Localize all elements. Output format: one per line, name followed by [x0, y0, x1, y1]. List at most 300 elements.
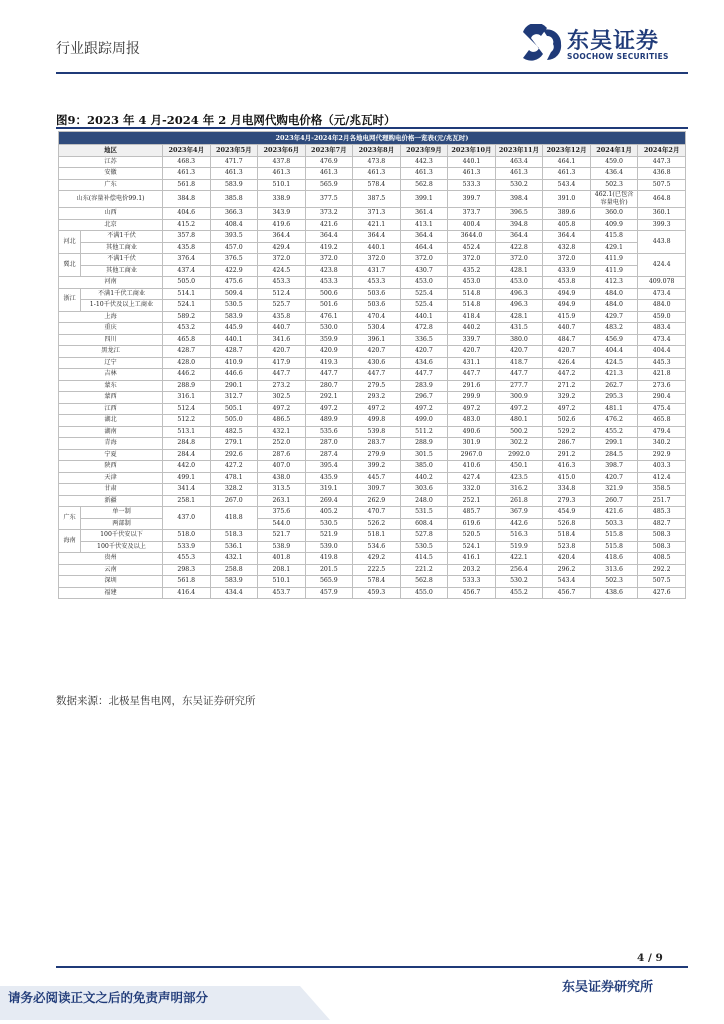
value-cell: 544.0	[258, 518, 306, 530]
value-cell: 543.4	[543, 576, 591, 588]
value-cell: 562.8	[400, 576, 448, 588]
figure-title: 图9：2023 年 4 月-2024 年 2 月电网代购电价格（元/兆瓦时）	[56, 113, 396, 127]
value-cell: 420.7	[543, 346, 591, 358]
value-cell: 512.4	[258, 288, 306, 300]
value-cell: 393.5	[210, 231, 258, 243]
value-cell: 440.1	[353, 242, 401, 254]
value-cell: 422.8	[495, 242, 543, 254]
value-cell: 418.4	[448, 311, 496, 323]
value-cell: 372.0	[400, 254, 448, 266]
value-cell: 526.2	[353, 518, 401, 530]
value-cell: 512.4	[163, 403, 211, 415]
value-cell: 284.8	[163, 438, 211, 450]
row-label: 四川	[59, 334, 163, 346]
value-cell: 403.3	[638, 461, 686, 473]
value-cell: 435.9	[305, 472, 353, 484]
value-cell: 435.8	[163, 242, 211, 254]
value-cell: 465.8	[638, 415, 686, 427]
value-cell: 443.8	[638, 231, 686, 254]
price-table-container	[58, 131, 686, 599]
row-label: 蒙西	[59, 392, 163, 404]
value-cell: 432.8	[543, 242, 591, 254]
value-cell: 313.6	[590, 564, 638, 576]
value-cell: 461.3	[210, 168, 258, 180]
value-cell: 376.5	[210, 254, 258, 266]
value-cell: 505.1	[210, 403, 258, 415]
value-cell: 395.4	[305, 461, 353, 473]
value-cell: 497.2	[353, 403, 401, 415]
value-cell: 262.9	[353, 495, 401, 507]
value-cell: 472.8	[400, 323, 448, 335]
value-cell: 407.0	[258, 461, 306, 473]
header-rule	[56, 72, 688, 74]
value-cell: 299.1	[590, 438, 638, 450]
value-cell: 447.7	[258, 369, 306, 381]
value-cell: 290.4	[638, 392, 686, 404]
value-cell: 453.7	[258, 587, 306, 599]
table-row	[59, 426, 686, 438]
column-header-month: 2023年7月	[305, 145, 353, 157]
value-cell: 284.5	[590, 449, 638, 461]
value-cell: 291.6	[448, 380, 496, 392]
value-cell: 419.6	[258, 219, 306, 231]
row-group-label: 海南	[59, 530, 81, 553]
value-cell: 447.7	[353, 369, 401, 381]
value-cell: 328.2	[210, 484, 258, 496]
table-row	[59, 484, 686, 496]
row-label: 其他工商业	[81, 242, 163, 254]
value-cell: 497.2	[495, 403, 543, 415]
value-cell: 480.1	[495, 415, 543, 427]
value-cell: 509.4	[210, 288, 258, 300]
value-cell: 500.2	[495, 426, 543, 438]
value-cell: 503.3	[590, 518, 638, 530]
table-row	[59, 288, 686, 300]
value-cell: 399.7	[448, 191, 496, 208]
value-cell: 526.8	[543, 518, 591, 530]
value-cell: 312.7	[210, 392, 258, 404]
value-cell: 432.1	[210, 553, 258, 565]
value-cell: 429.2	[353, 553, 401, 565]
column-header-month: 2023年4月	[163, 145, 211, 157]
table-row	[59, 357, 686, 369]
value-cell: 461.3	[448, 168, 496, 180]
value-cell: 473.4	[638, 334, 686, 346]
value-cell: 262.7	[590, 380, 638, 392]
value-cell: 288.9	[400, 438, 448, 450]
value-cell: 536.1	[210, 541, 258, 553]
value-cell: 296.2	[543, 564, 591, 576]
value-cell: 578.4	[353, 179, 401, 191]
value-cell: 437.0	[163, 507, 211, 530]
value-cell: 267.0	[210, 495, 258, 507]
value-cell: 531.5	[400, 507, 448, 519]
value-cell: 341.4	[163, 484, 211, 496]
brand-logo	[517, 22, 677, 66]
row-label: 两部制	[81, 518, 163, 530]
value-cell: 521.7	[258, 530, 306, 542]
logo-icon	[517, 24, 563, 64]
value-cell: 319.1	[305, 484, 353, 496]
report-type: 行业跟踪周报	[56, 41, 140, 57]
value-cell: 404.4	[638, 346, 686, 358]
value-cell: 421.1	[353, 219, 401, 231]
value-cell: 408.5	[638, 553, 686, 565]
value-cell: 482.5	[210, 426, 258, 438]
value-cell: 482.7	[638, 518, 686, 530]
value-cell: 514.1	[163, 288, 211, 300]
value-cell: 514.8	[448, 300, 496, 312]
value-cell: 372.0	[305, 254, 353, 266]
value-cell: 447.7	[495, 369, 543, 381]
value-cell: 321.9	[590, 484, 638, 496]
table-row	[59, 323, 686, 335]
value-cell: 385.0	[400, 461, 448, 473]
value-cell: 461.3	[353, 168, 401, 180]
value-cell: 295.3	[590, 392, 638, 404]
value-cell: 473.8	[353, 156, 401, 168]
value-cell: 415.0	[543, 472, 591, 484]
value-cell: 512.2	[163, 415, 211, 427]
value-cell: 260.7	[590, 495, 638, 507]
value-cell: 440.2	[400, 472, 448, 484]
value-cell: 409.9	[590, 219, 638, 231]
table-row	[59, 415, 686, 427]
value-cell: 292.6	[210, 449, 258, 461]
value-cell: 530.2	[495, 576, 543, 588]
value-cell: 481.1	[590, 403, 638, 415]
value-cell: 561.8	[163, 179, 211, 191]
value-cell: 496.3	[495, 300, 543, 312]
value-cell: 520.5	[448, 530, 496, 542]
value-cell: 453.0	[448, 277, 496, 289]
value-cell: 453.0	[495, 277, 543, 289]
value-cell: 367.9	[495, 507, 543, 519]
value-cell: 221.2	[400, 564, 448, 576]
value-cell: 437.8	[258, 156, 306, 168]
value-cell: 516.3	[495, 530, 543, 542]
value-cell: 462.1(已包含容量电价)	[590, 191, 638, 208]
value-cell: 464.4	[400, 242, 448, 254]
value-cell: 405.8	[543, 219, 591, 231]
value-cell: 273.6	[638, 380, 686, 392]
value-cell: 420.7	[353, 346, 401, 358]
value-cell: 418.7	[495, 357, 543, 369]
table-row	[59, 541, 686, 553]
value-cell: 440.1	[400, 311, 448, 323]
value-cell: 456.7	[543, 587, 591, 599]
value-cell: 453.0	[400, 277, 448, 289]
row-label: 山东(容量补偿电价99.1)	[59, 191, 163, 208]
footer-brand: 东吴证券研究所	[562, 980, 654, 995]
value-cell: 447.7	[448, 369, 496, 381]
row-label: 吉林	[59, 369, 163, 381]
data-source: 数据来源：北极星售电网，东吴证券研究所	[56, 695, 256, 707]
value-cell: 453.8	[543, 277, 591, 289]
value-cell: 445.7	[353, 472, 401, 484]
value-cell: 332.0	[448, 484, 496, 496]
value-cell: 389.6	[543, 208, 591, 220]
brand-name-en: SOOCHOW SECURITIES	[567, 52, 669, 61]
value-cell: 222.5	[353, 564, 401, 576]
table-row	[59, 495, 686, 507]
value-cell: 490.6	[448, 426, 496, 438]
value-cell: 293.2	[353, 392, 401, 404]
value-cell: 360.1	[638, 208, 686, 220]
brand-name: 东吴证券	[567, 29, 660, 54]
value-cell: 457.9	[305, 587, 353, 599]
value-cell: 453.3	[258, 277, 306, 289]
value-cell: 608.4	[400, 518, 448, 530]
table-row	[59, 369, 686, 381]
value-cell: 341.6	[258, 334, 306, 346]
value-cell: 499.8	[353, 415, 401, 427]
value-cell: 521.9	[305, 530, 353, 542]
value-cell: 565.9	[305, 179, 353, 191]
value-cell: 416.1	[448, 553, 496, 565]
value-cell: 429.4	[258, 242, 306, 254]
row-label: 江苏	[59, 156, 163, 168]
value-cell: 440.7	[258, 323, 306, 335]
value-cell: 415.2	[163, 219, 211, 231]
row-label: 湖北	[59, 415, 163, 427]
value-cell: 461.3	[258, 168, 306, 180]
table-row	[59, 300, 686, 312]
value-cell: 2992.0	[495, 449, 543, 461]
value-cell: 201.5	[305, 564, 353, 576]
value-cell: 428.7	[163, 346, 211, 358]
value-cell: 508.3	[638, 530, 686, 542]
table-row	[59, 191, 686, 208]
table-row	[59, 507, 686, 519]
row-label: 北京	[59, 219, 163, 231]
value-cell: 489.9	[305, 415, 353, 427]
value-cell: 428.1	[495, 311, 543, 323]
value-cell: 428.0	[163, 357, 211, 369]
row-label: 甘肃	[59, 484, 163, 496]
value-cell: 483.4	[638, 323, 686, 335]
row-label: 不满1千伏	[81, 254, 163, 266]
value-cell: 442.3	[400, 156, 448, 168]
table-row	[59, 179, 686, 191]
value-cell: 423.5	[495, 472, 543, 484]
value-cell: 364.4	[258, 231, 306, 243]
value-cell: 589.2	[163, 311, 211, 323]
row-label: 深圳	[59, 576, 163, 588]
value-cell: 476.2	[590, 415, 638, 427]
value-cell: 461.3	[543, 168, 591, 180]
value-cell: 416.3	[543, 461, 591, 473]
value-cell: 511.2	[400, 426, 448, 438]
value-cell: 499.0	[400, 415, 448, 427]
value-cell: 530.5	[305, 518, 353, 530]
value-cell: 530.2	[495, 179, 543, 191]
value-cell: 447.7	[305, 369, 353, 381]
value-cell: 535.6	[305, 426, 353, 438]
value-cell: 415.9	[543, 311, 591, 323]
value-cell: 420.7	[448, 346, 496, 358]
value-cell: 442.6	[495, 518, 543, 530]
row-label: 福建	[59, 587, 163, 599]
table-row	[59, 219, 686, 231]
table-row	[59, 438, 686, 450]
value-cell: 530.5	[210, 300, 258, 312]
value-cell: 279.3	[543, 495, 591, 507]
value-cell: 303.6	[400, 484, 448, 496]
value-cell: 372.0	[543, 254, 591, 266]
value-cell: 583.9	[210, 179, 258, 191]
value-cell: 418.8	[210, 507, 258, 530]
value-cell: 316.2	[495, 484, 543, 496]
value-cell: 256.4	[495, 564, 543, 576]
value-cell: 485.3	[638, 507, 686, 519]
page-number: 4 / 9	[637, 952, 663, 964]
value-cell: 475.4	[638, 403, 686, 415]
value-cell: 287.0	[305, 438, 353, 450]
value-cell: 429.1	[590, 242, 638, 254]
value-cell: 539.0	[305, 541, 353, 553]
value-cell: 583.9	[210, 576, 258, 588]
table-row	[59, 518, 686, 530]
value-cell: 366.3	[210, 208, 258, 220]
value-cell: 431.1	[448, 357, 496, 369]
column-header-month: 2023年9月	[400, 145, 448, 157]
value-cell: 423.8	[305, 265, 353, 277]
value-cell: 208.1	[258, 564, 306, 576]
value-cell: 442.0	[163, 461, 211, 473]
row-label: 黑龙江	[59, 346, 163, 358]
value-cell: 518.3	[210, 530, 258, 542]
value-cell: 455.3	[163, 553, 211, 565]
value-cell: 502.6	[543, 415, 591, 427]
row-label: 其他工商业	[81, 265, 163, 277]
value-cell: 400.4	[448, 219, 496, 231]
value-cell: 459.0	[590, 156, 638, 168]
table-row	[59, 564, 686, 576]
column-header-region: 地区	[59, 145, 163, 157]
value-cell: 461.3	[495, 168, 543, 180]
column-header-month: 2023年5月	[210, 145, 258, 157]
value-cell: 336.5	[400, 334, 448, 346]
row-group-label: 河北	[59, 231, 81, 254]
value-cell: 416.4	[163, 587, 211, 599]
value-cell: 301.5	[400, 449, 448, 461]
value-cell: 446.6	[210, 369, 258, 381]
value-cell: 258.8	[210, 564, 258, 576]
value-cell: 377.5	[305, 191, 353, 208]
value-cell: 459.3	[353, 587, 401, 599]
value-cell: 373.2	[305, 208, 353, 220]
value-cell: 385.8	[210, 191, 258, 208]
value-cell: 445.9	[210, 323, 258, 335]
value-cell: 538.9	[258, 541, 306, 553]
table-row	[59, 311, 686, 323]
row-label: 山西	[59, 208, 163, 220]
value-cell: 438.6	[590, 587, 638, 599]
value-cell: 426.4	[543, 357, 591, 369]
value-cell: 419.2	[305, 242, 353, 254]
value-cell: 507.5	[638, 179, 686, 191]
value-cell: 455.2	[590, 426, 638, 438]
value-cell: 523.8	[543, 541, 591, 553]
value-cell: 372.0	[353, 254, 401, 266]
value-cell: 619.6	[448, 518, 496, 530]
value-cell: 248.0	[400, 495, 448, 507]
value-cell: 435.2	[448, 265, 496, 277]
value-cell: 440.1	[210, 334, 258, 346]
value-cell: 484.7	[543, 334, 591, 346]
value-cell: 519.9	[495, 541, 543, 553]
value-cell: 430.6	[353, 357, 401, 369]
value-cell: 525.4	[400, 288, 448, 300]
table-row	[59, 346, 686, 358]
value-cell: 252.0	[258, 438, 306, 450]
value-cell: 497.2	[400, 403, 448, 415]
value-cell: 283.9	[400, 380, 448, 392]
value-cell: 503.6	[353, 288, 401, 300]
value-cell: 456.7	[448, 587, 496, 599]
value-cell: 497.2	[448, 403, 496, 415]
value-cell: 483.0	[448, 415, 496, 427]
value-cell: 421.3	[590, 369, 638, 381]
value-cell: 533.3	[448, 576, 496, 588]
value-cell: 428.1	[495, 265, 543, 277]
value-cell: 280.7	[305, 380, 353, 392]
column-header-month: 2024年2月	[638, 145, 686, 157]
table-row	[59, 242, 686, 254]
value-cell: 357.8	[163, 231, 211, 243]
value-cell: 524.1	[163, 300, 211, 312]
value-cell: 412.3	[590, 277, 638, 289]
value-cell: 515.8	[590, 530, 638, 542]
value-cell: 534.6	[353, 541, 401, 553]
value-cell: 515.8	[590, 541, 638, 553]
value-cell: 422.9	[210, 265, 258, 277]
value-cell: 290.1	[210, 380, 258, 392]
value-cell: 543.4	[543, 179, 591, 191]
row-group-label: 浙江	[59, 288, 81, 311]
row-label: 蒙东	[59, 380, 163, 392]
value-cell: 505.0	[163, 277, 211, 289]
value-cell: 364.4	[305, 231, 353, 243]
value-cell: 343.9	[258, 208, 306, 220]
value-cell: 583.9	[210, 311, 258, 323]
value-cell: 461.3	[400, 168, 448, 180]
table-row	[59, 576, 686, 588]
value-cell: 291.2	[543, 449, 591, 461]
value-cell: 464.1	[543, 156, 591, 168]
value-cell: 484.0	[638, 300, 686, 312]
column-header-month: 2023年6月	[258, 145, 306, 157]
table-row	[59, 380, 686, 392]
value-cell: 431.7	[353, 265, 401, 277]
value-cell: 427.2	[210, 461, 258, 473]
value-cell: 463.4	[495, 156, 543, 168]
value-cell: 479.4	[638, 426, 686, 438]
value-cell: 372.0	[258, 254, 306, 266]
value-cell: 292.9	[638, 449, 686, 461]
value-cell: 430.7	[400, 265, 448, 277]
value-cell: 459.0	[638, 311, 686, 323]
value-cell: 530.0	[305, 323, 353, 335]
value-cell: 364.4	[400, 231, 448, 243]
value-cell: 421.6	[305, 219, 353, 231]
value-cell: 404.4	[590, 346, 638, 358]
value-cell: 447.2	[543, 369, 591, 381]
value-cell: 371.3	[353, 208, 401, 220]
value-cell: 358.5	[638, 484, 686, 496]
row-label: 不满1千伏工商业	[81, 288, 163, 300]
